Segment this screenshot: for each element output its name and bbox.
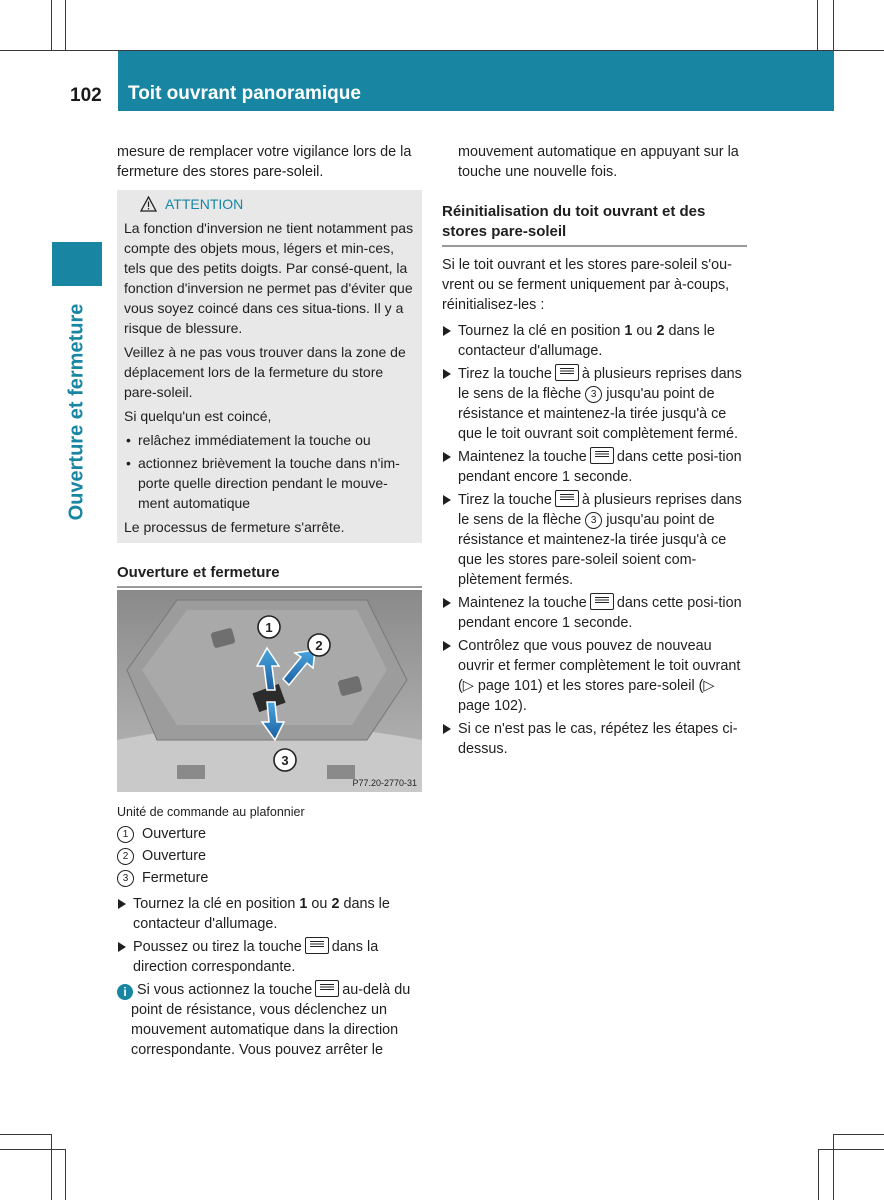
crop-mark [833, 1134, 884, 1135]
instruction-step [442, 321, 747, 361]
key-position: 1 [624, 323, 633, 339]
step-text: Maintenez la touche [458, 449, 587, 465]
legend-item [117, 824, 422, 844]
info-text: Si vous actionnez la touche [137, 982, 313, 998]
legend-item [117, 846, 422, 866]
warning-text: Si quelqu'un est coincé, [124, 408, 272, 424]
sunroof-button-icon [590, 593, 614, 610]
key-position: 2 [656, 323, 665, 339]
step-text: ou [307, 896, 332, 912]
info-text: au-delà du point de résistance, vous déclenchez un mouvement automatique dans la direction correspondante. Vous pouvez arrêter le [131, 982, 411, 1058]
crop-mark [817, 0, 818, 50]
step-text: Poussez ou tirez la touche [133, 939, 302, 955]
chapter-tab [52, 242, 102, 286]
warning-title: ATTENTION [165, 196, 244, 212]
overhead-control-unit-photo [117, 590, 422, 792]
continued-text: mouvement automatique en appuyant sur la touche une nouvelle fois. [458, 144, 739, 180]
step-text: Tirez la touche [458, 366, 552, 382]
left-column [117, 142, 422, 588]
instruction-step [442, 364, 747, 444]
legend-number: 1 [117, 826, 134, 843]
key-position: 1 [299, 896, 308, 912]
step-text: Tirez la touche [458, 492, 552, 508]
crop-mark [65, 0, 66, 50]
arrow-number: 3 [585, 386, 602, 403]
right-column [442, 142, 747, 759]
warning-text: Veillez à ne pas vous trouver dans la zone de déplacement lors de la fermeture du store pare-soleil. [124, 344, 406, 400]
step-text: Tournez la clé en position [133, 896, 300, 912]
sunroof-button-icon [555, 364, 579, 381]
legend-item [117, 868, 422, 888]
instruction-step [442, 447, 747, 487]
warning-box [117, 190, 422, 543]
step-text: à plusieurs reprises dans le sens de la flèche [458, 492, 742, 528]
sunroof-button-icon [555, 490, 579, 507]
legend-text: Ouverture [142, 848, 206, 864]
section-intro: Si le toit ouvrant et les stores pare-soleil s'ou-vrent ou se ferment uniquement par à-coups, réinitialisez-les : [442, 257, 732, 313]
svg-text:1: 1 [265, 620, 273, 635]
step-text: dans le contacteur d'allumage. [458, 323, 715, 359]
warning-header [140, 194, 415, 214]
instruction-step: Si ce n'est pas le cas, répétez les étapes ci-dessus. [442, 719, 747, 759]
left-column-lower [117, 802, 422, 1060]
intro-text: mesure de remplacer votre vigilance lors de la fermeture des stores pare-soleil. [117, 144, 412, 180]
warning-list [124, 430, 415, 513]
step-text: Tournez la clé en position [458, 323, 625, 339]
warning-triangle-icon [140, 196, 157, 212]
crop-mark [51, 0, 52, 50]
step-text: Maintenez la touche [458, 595, 587, 611]
crop-mark [833, 1134, 834, 1200]
section-title: Réinitialisation du toit ouvrant et des stores pare-soleil [442, 202, 747, 247]
crop-mark [818, 1149, 819, 1200]
legend-number: 2 [117, 848, 134, 865]
instruction-step [117, 937, 422, 977]
info-note [117, 980, 422, 1060]
legend-text: Fermeture [142, 870, 209, 886]
step-text: à plusieurs reprises dans le sens de la flèche [458, 366, 742, 402]
info-icon: i [117, 984, 133, 1000]
warning-text: La fonction d'inversion ne tient notamment pas compte des objets mous, légers et min-ces, tels que des petits doigts. Par consé-quent, la fonction d'inversion ne permet pas d'éviter que vous soyez coincé dans ces situa-tions. Il y a risque de blessure. [124, 220, 414, 336]
crop-mark [0, 1149, 66, 1150]
step-text: ou [632, 323, 657, 339]
arrow-number: 3 [585, 512, 602, 529]
sunroof-button-icon [305, 937, 329, 954]
step-text: dans la direction correspondante. [133, 939, 379, 975]
instruction-step [117, 894, 422, 934]
step-text: jusqu'au point de résistance et maintenez-la tirée jusqu'à ce que le toit ouvrant soit complètement fermé. [458, 386, 738, 442]
svg-text:3: 3 [281, 753, 289, 768]
image-caption: Unité de commande au plafonnier [117, 805, 305, 819]
instruction-step [442, 490, 747, 590]
page-title: Toit ouvrant panoramique [128, 83, 361, 104]
section-title: Ouverture et fermeture [117, 563, 422, 588]
crop-mark [818, 1149, 884, 1150]
crop-mark [0, 1134, 51, 1135]
instruction-step [442, 593, 747, 633]
step-text: jusqu'au point de résistance et maintenez-la tirée jusqu'à ce que les stores pare-soleil soient com-plètement fermés. [458, 512, 727, 588]
warning-text: Le processus de fermeture s'arrête. [124, 519, 345, 535]
svg-text:2: 2 [315, 638, 323, 653]
page-number: 102 [70, 85, 102, 106]
sunroof-button-icon [590, 447, 614, 464]
legend-text: Ouverture [142, 826, 206, 842]
crop-mark [833, 0, 834, 50]
list-item: • relâchez immédiatement la touche ou [124, 430, 415, 450]
crop-mark [65, 1149, 66, 1200]
step-text: dans le contacteur d'allumage. [133, 896, 390, 932]
crop-mark [51, 1134, 52, 1200]
sunroof-button-icon [315, 980, 339, 997]
image-code: P77.20-2770-31 [352, 778, 417, 788]
instruction-step: Contrôlez que vous pouvez de nouveau ouvrir et fermer complètement le toit ouvrant (▷ page 101) et les stores pare-soleil (▷ page 102). [442, 636, 747, 716]
chapter-label: Ouverture et fermeture [65, 303, 88, 521]
legend-number: 3 [117, 870, 134, 887]
list-item: • actionnez brièvement la touche dans n'im-porte quelle direction pendant le mouve-ment automatique [124, 453, 415, 513]
key-position: 2 [331, 896, 340, 912]
step-text: dans cette posi-tion pendant encore 1 seconde. [458, 449, 742, 485]
step-text: dans cette posi-tion pendant encore 1 seconde. [458, 595, 742, 631]
